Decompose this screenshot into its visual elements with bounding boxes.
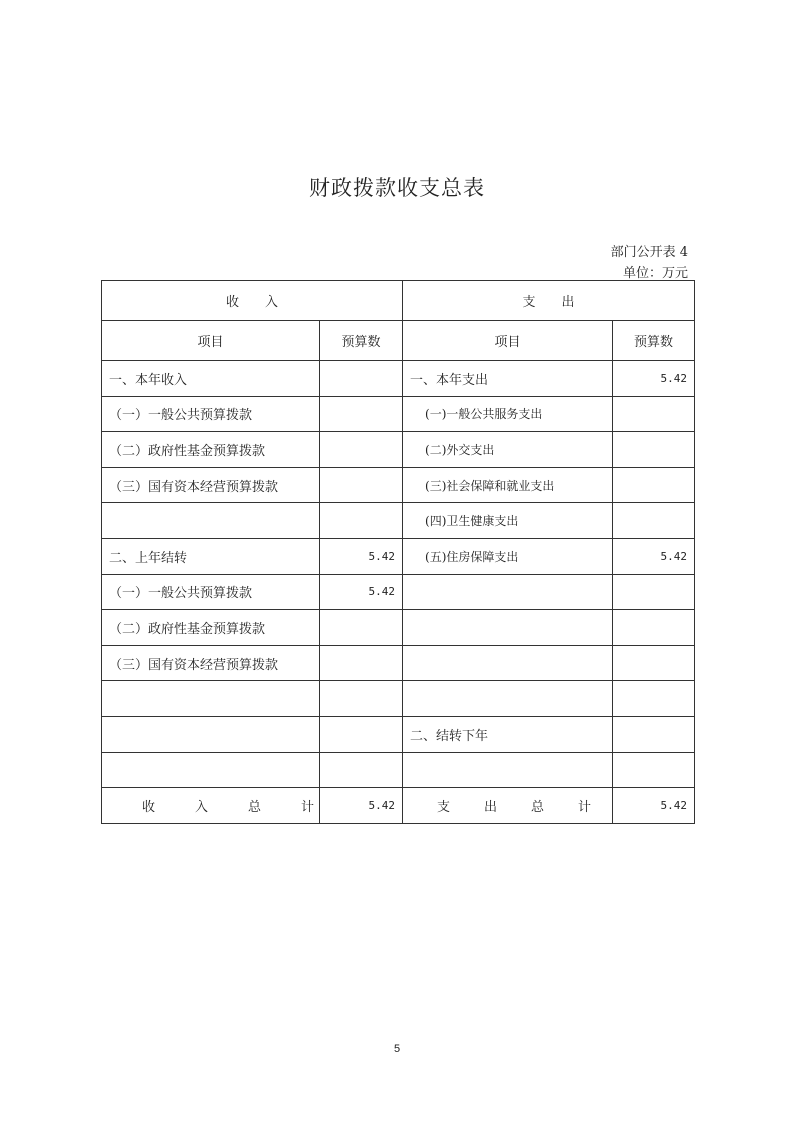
expense-item bbox=[403, 645, 613, 681]
totals-row bbox=[102, 788, 695, 824]
expense-item bbox=[403, 610, 613, 646]
income-header: 收 入 bbox=[102, 281, 403, 321]
budget-table bbox=[101, 280, 695, 824]
income-total-value: 5.42 bbox=[320, 788, 403, 824]
income-item: （一）一般公共预算拨款 bbox=[102, 574, 320, 610]
income-item: （三）国有资本经营预算拨款 bbox=[102, 645, 320, 681]
income-item: （一）一般公共预算拨款 bbox=[102, 396, 320, 432]
table-row bbox=[102, 396, 695, 432]
table-row bbox=[102, 610, 695, 646]
expense-item bbox=[403, 752, 613, 788]
table-row bbox=[102, 503, 695, 539]
expense-item bbox=[403, 574, 613, 610]
income-item bbox=[102, 681, 320, 717]
expense-value bbox=[613, 467, 695, 503]
table-row bbox=[102, 681, 695, 717]
expense-value bbox=[613, 503, 695, 539]
column-header-row bbox=[102, 321, 695, 361]
income-item: 二、上年结转 bbox=[102, 538, 320, 574]
expense-value bbox=[613, 681, 695, 717]
expense-total-value: 5.42 bbox=[613, 788, 695, 824]
income-value bbox=[320, 716, 403, 752]
table-row bbox=[102, 574, 695, 610]
income-total-label: 收入总计 bbox=[102, 788, 320, 824]
table-row bbox=[102, 432, 695, 468]
expense-value: 5.42 bbox=[613, 361, 695, 397]
income-item bbox=[102, 503, 320, 539]
expense-item: (一)一般公共服务支出 bbox=[403, 396, 613, 432]
expense-value bbox=[613, 645, 695, 681]
income-item: 一、本年收入 bbox=[102, 361, 320, 397]
expense-value bbox=[613, 716, 695, 752]
income-item bbox=[102, 716, 320, 752]
page-number: 5 bbox=[393, 1043, 401, 1055]
expense-item: 一、本年支出 bbox=[403, 361, 613, 397]
income-value bbox=[320, 503, 403, 539]
expense-item bbox=[403, 681, 613, 717]
expense-item: (三)社会保障和就业支出 bbox=[403, 467, 613, 503]
income-value: 5.42 bbox=[320, 538, 403, 574]
table-row bbox=[102, 716, 695, 752]
expense-item: (二)外交支出 bbox=[403, 432, 613, 468]
income-item bbox=[102, 752, 320, 788]
income-budget-header: 预算数 bbox=[320, 321, 403, 361]
expense-value bbox=[613, 432, 695, 468]
expense-value: 5.42 bbox=[613, 538, 695, 574]
income-item: （三）国有资本经营预算拨款 bbox=[102, 467, 320, 503]
expense-budget-header: 预算数 bbox=[613, 321, 695, 361]
expense-value bbox=[613, 610, 695, 646]
expense-header: 支 出 bbox=[403, 281, 695, 321]
page-title: 财政拨款收支总表 bbox=[309, 176, 485, 200]
expense-item-header: 项目 bbox=[403, 321, 613, 361]
form-number: 部门公开表 4 bbox=[610, 245, 688, 260]
income-value bbox=[320, 752, 403, 788]
expense-total-label: 支出总计 bbox=[403, 788, 613, 824]
table-row bbox=[102, 467, 695, 503]
expense-value bbox=[613, 396, 695, 432]
income-value bbox=[320, 396, 403, 432]
income-item: （二）政府性基金预算拨款 bbox=[102, 610, 320, 646]
income-value: 5.42 bbox=[320, 574, 403, 610]
income-value bbox=[320, 467, 403, 503]
income-value bbox=[320, 610, 403, 646]
expense-value bbox=[613, 574, 695, 610]
expense-item: (五)住房保障支出 bbox=[403, 538, 613, 574]
income-value bbox=[320, 645, 403, 681]
income-value bbox=[320, 432, 403, 468]
table-row bbox=[102, 645, 695, 681]
table-row bbox=[102, 361, 695, 397]
income-value bbox=[320, 361, 403, 397]
expense-value bbox=[613, 752, 695, 788]
table-row bbox=[102, 752, 695, 788]
expense-item: 二、结转下年 bbox=[403, 716, 613, 752]
section-header-row bbox=[102, 281, 695, 321]
unit-label: 单位：万元 bbox=[622, 266, 688, 281]
income-value bbox=[320, 681, 403, 717]
table-row bbox=[102, 538, 695, 574]
expense-item: (四)卫生健康支出 bbox=[403, 503, 613, 539]
income-item: （二）政府性基金预算拨款 bbox=[102, 432, 320, 468]
income-item-header: 项目 bbox=[102, 321, 320, 361]
